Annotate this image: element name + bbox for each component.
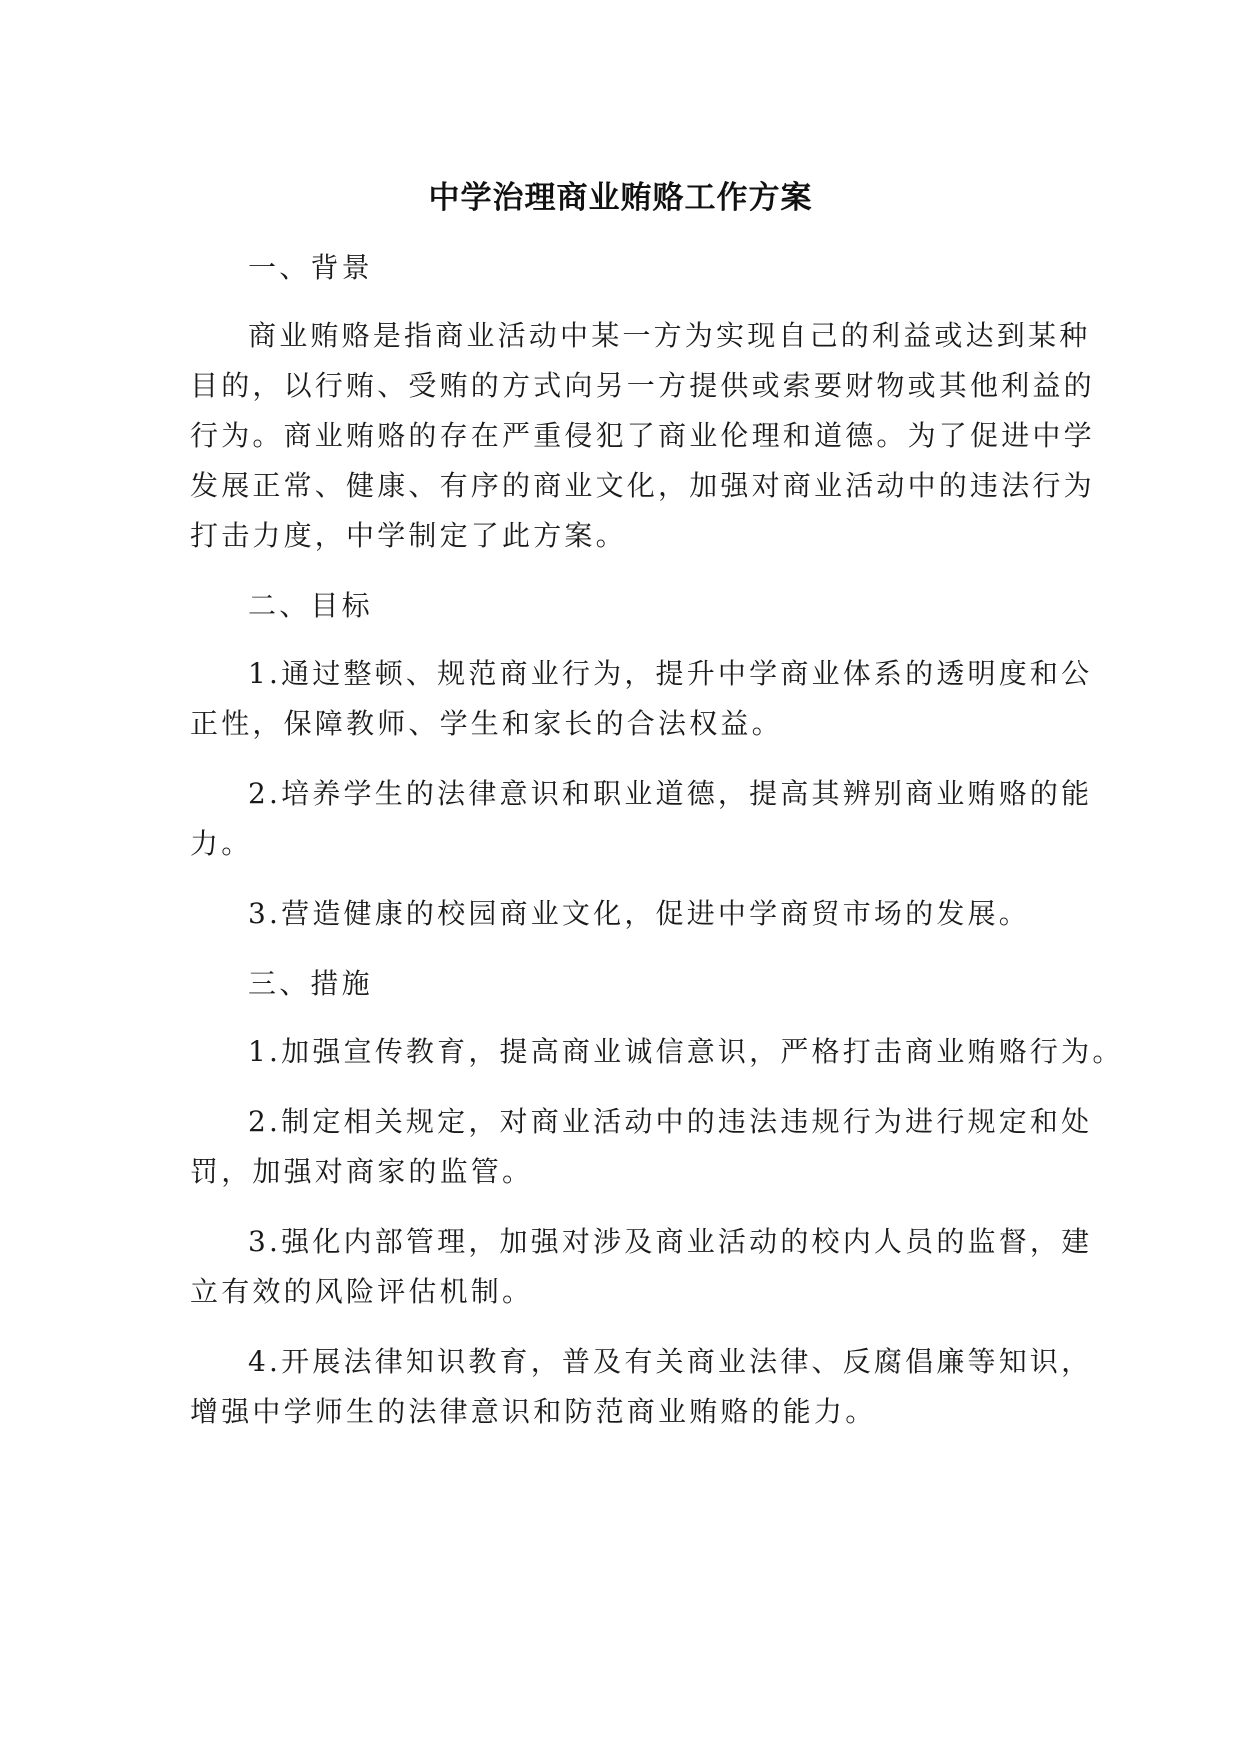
paragraph-line: 发展正常、健康、有序的商业文化，加强对商业活动中的违法行为	[190, 469, 1095, 502]
section-heading-goals	[190, 581, 1050, 631]
heading-text: 三、措施	[248, 967, 373, 1000]
paragraph-line: 立有效的风险评估机制。	[190, 1275, 534, 1308]
paragraph-line: 3.强化内部管理，加强对涉及商业活动的校内人员的监督，建	[248, 1225, 1093, 1258]
goal-item-3	[190, 889, 1050, 939]
measure-item-2	[190, 1097, 1093, 1197]
paragraph-line: 2.培养学生的法律意识和职业道德，提高其辨别商业贿赂的能	[248, 777, 1093, 810]
section-heading-background	[190, 243, 1050, 293]
measure-item-4	[190, 1337, 1093, 1437]
paragraph-line: 目的，以行贿、受贿的方式向另一方提供或索要财物或其他利益的	[190, 369, 1095, 402]
goal-item-2	[190, 769, 1093, 869]
paragraph-line: 1.加强宣传教育，提高商业诚信意识，严格打击商业贿赂行为。	[248, 1035, 1124, 1068]
paragraph-line: 增强中学师生的法律意识和防范商业贿赂的能力。	[190, 1395, 877, 1428]
paragraph-background	[190, 311, 1095, 561]
paragraph-line: 力。	[190, 827, 253, 860]
paragraph-line: 正性，保障教师、学生和家长的合法权益。	[190, 707, 783, 740]
paragraph-line: 2.制定相关规定，对商业活动中的违法违规行为进行规定和处	[248, 1105, 1093, 1138]
document-title: 中学治理商业贿赂工作方案	[428, 180, 813, 216]
heading-text: 二、目标	[248, 589, 373, 622]
section-heading-measures	[190, 959, 1050, 1009]
paragraph-line: 罚，加强对商家的监管。	[190, 1155, 534, 1188]
paragraph-line: 4.开展法律知识教育，普及有关商业法律、反腐倡廉等知识，	[248, 1345, 1093, 1378]
paragraph-line: 1.通过整顿、规范商业行为，提升中学商业体系的透明度和公	[248, 657, 1093, 690]
paragraph-line: 商业贿赂是指商业活动中某一方为实现自己的利益或达到某种	[248, 319, 1091, 352]
measure-item-3	[190, 1217, 1093, 1317]
measure-item-1	[190, 1027, 1124, 1077]
paragraph-line: 行为。商业贿赂的存在严重侵犯了商业伦理和道德。为了促进中学	[190, 419, 1095, 452]
heading-text: 一、背景	[248, 251, 373, 284]
paragraph-line: 打击力度，中学制定了此方案。	[190, 519, 627, 552]
goal-item-1	[190, 649, 1093, 749]
paragraph-line: 3.营造健康的校园商业文化，促进中学商贸市场的发展。	[248, 897, 1030, 930]
